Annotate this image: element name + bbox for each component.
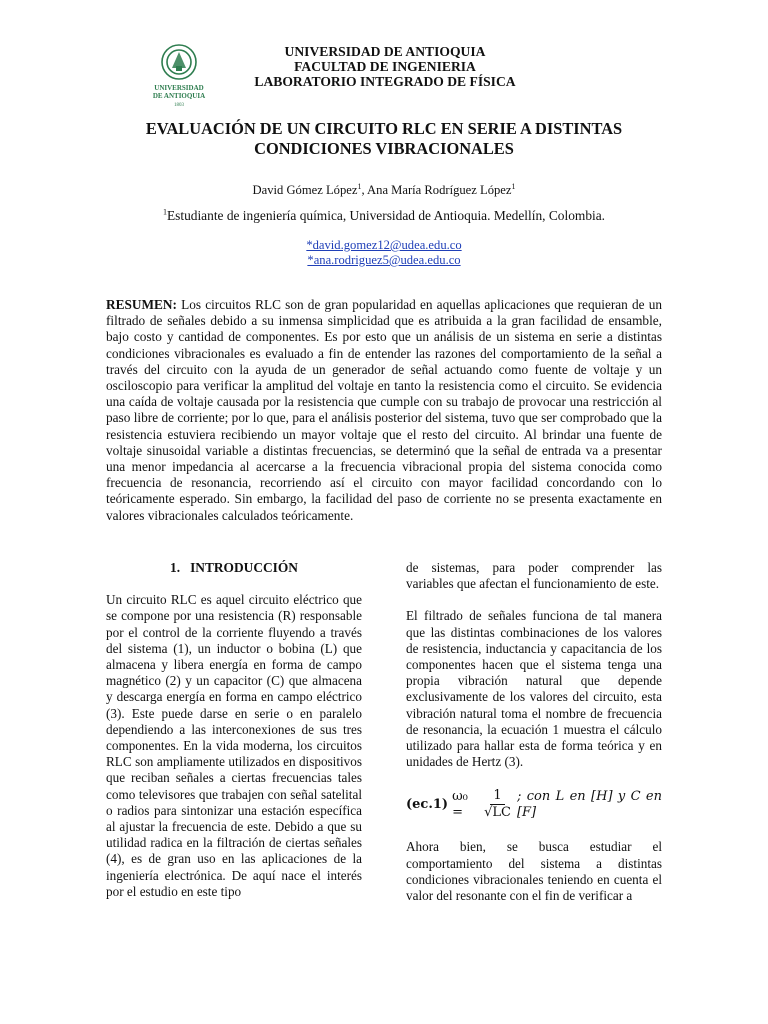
section-title: INTRODUCCIÓN xyxy=(190,560,298,575)
abstract-text: Los circuitos RLC son de gran popularidad en aquellas aplicaciones que requieran de un filtrado de señales debido a su inmensa simplicidad que es atribuida a la gran facilidad de ensamble, bajo costo y cantidad de componentes. Es por esto que un análisis de un sistema en serie a distintas condiciones vibracionales es evaluado a fin de entender las razones del comportamiento de la señal a través del circuito con la ayuda de un generador de señal actuando como fuente de voltaje y un osciloscopio para verificar la amplitud del voltaje en tanto la resistencia como el circuito. Se evidencia una caída de voltaje causada por la resistencia que cumple con su trabajo de provocar una restricción al paso libre de corriente; por lo que, para el análisis posterior del sistema, tuvo que ser comprobado que la resistencia estuviera recibiendo un mayor voltaje que el resto del circuito. Al brindar una fuente de voltaje sinusoidal variable a distintas frecuencias, se determinó que la señal de entrada va a presentar una menor impedancia al acercarse a la frecuencia vibracional propia del sistema conocida como frecuencia de resonancia, recorriendo así el circuito con mayor facilidad concordando con lo teóricamente esperado. Sin embargo, la facilidad del paso de corriente no se presenta exactamente en valores vibracionales calculados teóricamente. xyxy=(106,297,663,523)
author-2-affil-mark: 1 xyxy=(511,181,516,191)
section-heading-intro xyxy=(106,560,362,576)
equation-denominator: √LC xyxy=(484,805,511,821)
author-1: David Gómez López xyxy=(252,183,358,197)
university-logo xyxy=(150,40,208,108)
equation-numerator: 1 xyxy=(490,788,504,805)
affiliation-mark: 1 xyxy=(162,207,167,217)
title-line-2: CONDICIONES VIBRACIONALES xyxy=(254,139,514,158)
author-1-affil-mark: 1 xyxy=(357,181,362,191)
institution-header xyxy=(210,44,560,89)
equation-units: ; con L en [H] y C en [F] xyxy=(516,788,662,820)
affiliation xyxy=(100,208,668,224)
author-list xyxy=(100,183,668,198)
right-column xyxy=(406,560,662,904)
paper-title xyxy=(100,119,668,159)
logo-year: 1803 xyxy=(174,103,184,108)
intro-paragraph-1-continued: de sistemas, para poder comprender las variables que afectan el funcionamiento de este. xyxy=(406,560,662,592)
equation-fraction xyxy=(484,788,511,821)
equation-label: (ec.1) xyxy=(406,796,449,812)
email-link-1[interactable]: *david.gomez12@udea.edu.co xyxy=(306,238,462,252)
intro-paragraph-1: Un circuito RLC es aquel circuito eléctrico que se compone por una resistencia (R) responsable por el control de la corriente fluyendo a través del sistema (1), un inductor o bobina (L) que almacena y libera energía en forma de campo magnético (2) y un capacitor (C) que almacena y descarga energía en forma en campo eléctrico (3). Este puede darse en serie o en paralelo dependiendo a las interconexiones de sus tres componentes. En la vida moderna, los circuitos RLC son ampliamente utilizados en dispositivos que reciban señales a ciertas frecuencias tales como televisores que trabajen con señal satelital o radios para sintonizar una estación específica al ajustar la frecuencia de este. Debido a que su utilidad radica en la filtración de ciertas señales (4), es de gran uso en las aplicaciones de la ingeniería electrónica. De aquí nace el interés por el estudio en este tipo xyxy=(106,592,362,899)
faculty-name: FACULTAD DE INGENIERIA xyxy=(294,59,476,74)
equation-1 xyxy=(406,788,662,821)
logo-text-top: UNIVERSIDAD xyxy=(154,84,204,92)
logo-text-bottom: DE ANTIOQUIA xyxy=(152,92,206,100)
contact-emails xyxy=(100,238,668,268)
university-name: UNIVERSIDAD DE ANTIOQUIA xyxy=(284,44,486,59)
intro-paragraph-3: Ahora bien, se busca estudiar el comportamiento del sistema a distintas condiciones vibracionales teniendo en cuenta el valor del resonante con el fin de verificar a xyxy=(406,839,662,904)
abstract-label: RESUMEN: xyxy=(106,297,177,312)
abstract xyxy=(106,297,662,524)
affiliation-text: Estudiante de ingeniería química, Universidad de Antioquia. Medellín, Colombia. xyxy=(166,208,606,223)
section-number: 1. xyxy=(170,560,181,575)
title-line-1: EVALUACIÓN DE UN CIRCUITO RLC EN SERIE A DISTINTAS xyxy=(145,119,623,138)
author-2: Ana María Rodríguez López xyxy=(367,183,512,197)
lab-name: LABORATORIO INTEGRADO DE FÍSICA xyxy=(254,74,516,89)
intro-paragraph-2: El filtrado de señales funciona de tal manera que las distintas combinaciones de los valores de resistencia, inductancia y capacitancia de los componentes hacen que el sistema tenga una propia vibración natural que depende exclusivamente de los valores del circuito, esta vibración natural toma el nombre de frecuencia de resonancia, la ecuación 1 muestra el cálculo utilizado para hallar esta de forma teórica y en unidades de Hertz (3). xyxy=(406,608,662,770)
author-separator: , xyxy=(361,183,368,197)
equation-lhs: ω₀ = xyxy=(452,788,468,820)
left-column xyxy=(106,560,362,900)
email-link-2[interactable]: *ana.rodriguez5@udea.edu.co xyxy=(307,253,461,267)
